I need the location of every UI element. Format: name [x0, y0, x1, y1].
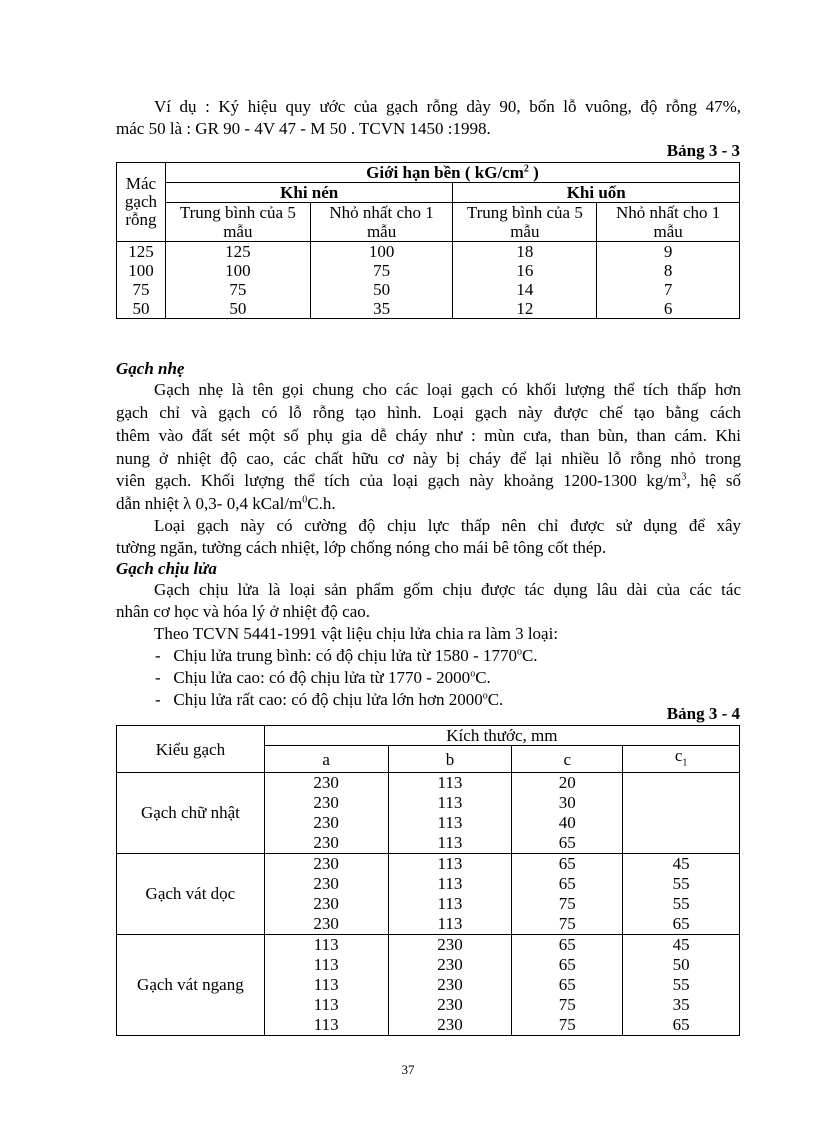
- table-row: 113 230 75 65: [117, 1015, 740, 1036]
- page-number: 37: [401, 1062, 415, 1077]
- table-3-4: [116, 725, 740, 1036]
- table-row: 125 125 100 18 9: [117, 242, 740, 262]
- subheader-c: c: [512, 746, 623, 773]
- table-row: 113 230 65 50: [117, 955, 740, 975]
- table-row: 230 113 65: [117, 833, 740, 854]
- gach-nhe-line-3: thêm vào đất sét một số phụ gia dễ cháy như : mùn cưa, than bùn, than cám. Khi: [116, 426, 741, 445]
- table-row: 113 230 75 35: [117, 995, 740, 1015]
- gach-nhe-para2-line-2: tường ngăn, tường cách nhiệt, lớp chống nóng cho mái bê tông cốt thép.: [116, 538, 607, 557]
- col-header-kieu-gach: Kiểu gạch: [117, 726, 265, 773]
- table-row: 100 100 75 16 8: [117, 261, 740, 280]
- gach-nhe-line-4: nung ở nhiệt độ cao, các chất hữu cơ này bị cháy để lại nhiều lỗ rỗng nhỏ trong: [116, 449, 741, 468]
- table-row: 230 113 40: [117, 813, 740, 833]
- subheader-nn-nen: Nhỏ nhất cho 1 mẫu: [310, 203, 453, 242]
- list-item: - Chịu lửa cao: có độ chịu lửa từ 1770 - 2000$^o$C.: [155, 668, 491, 687]
- table-row: 50 50 35 12 6: [117, 299, 740, 319]
- col-header-mac-gach-rong: Mác gạch rỗng: [117, 163, 166, 242]
- subheader-c1: $c_1$: [623, 746, 740, 773]
- subheader-nn-uon: Nhỏ nhất cho 1 mẫu: [597, 203, 740, 242]
- subheader-tb-nen: Trung bình của 5 mẫu: [165, 203, 310, 242]
- gach-nhe-line-6: dẫn nhiệt λ 0,3- 0,4 kCal/$m^0C.h$.: [116, 494, 336, 513]
- table-row: 113 230 65 55: [117, 975, 740, 995]
- intro-line-2: mác 50 là : GR 90 - 4V 47 - M 50 . TCVN 1450 :1998.: [116, 119, 491, 138]
- intro-line-1: Ví dụ : Ký hiệu quy ước của gạch rỗng dày 90, bốn lỗ vuông, độ rỗng 47%,: [154, 97, 741, 116]
- group-gach-vat-ngang: Gạch vát ngang: [117, 935, 265, 1036]
- gach-nhe-line-5: viên gạch. Khối lượng thể tích của loại gạch này khoảng 1200-1300 $kg/m^3$, hệ số: [116, 471, 741, 490]
- table-row: Gạch vát ngang 113 230 65 45: [117, 935, 740, 956]
- table-3-3: [116, 162, 740, 319]
- list-item: - Chịu lửa rất cao: có độ chịu lửa lớn hơn 2000$^o$C.: [155, 690, 504, 709]
- table-row: 230 113 75 65: [117, 914, 740, 935]
- table-row: 230 113 75 55: [117, 894, 740, 914]
- header-khi-uon: Khi uốn: [453, 183, 740, 203]
- group-gach-chu-nhat: Gạch chữ nhật: [117, 773, 265, 854]
- table-row: 230 113 65 55: [117, 874, 740, 894]
- table-row: 230 113 30: [117, 793, 740, 813]
- header-gioi-han-ben: Giới hạn bền ( $kG/cm^2$ ): [165, 163, 739, 183]
- list-item: - Chịu lửa trung bình: có độ chịu lửa từ 1580 - 1770$^o$C.: [155, 646, 538, 665]
- header-kich-thuoc: Kích thước, mm: [264, 726, 739, 746]
- table1-caption: Bảng 3 - 3: [666, 141, 740, 160]
- subheader-tb-uon: Trung bình của 5 mẫu: [453, 203, 597, 242]
- gach-chiu-lua-line-2: nhân cơ học và hóa lý ở nhiệt độ cao.: [116, 602, 371, 621]
- table-row: Gạch chữ nhật 230 113 20: [117, 773, 740, 794]
- gach-chiu-lua-para2: Theo TCVN 5441-1991 vật liệu chịu lửa chia ra làm 3 loại:: [154, 624, 559, 643]
- subheader-b: b: [388, 746, 512, 773]
- gach-chiu-lua-line-1: Gạch chịu lửa là loại sản phẩm gốm chịu được tác dụng lâu dài của các tác: [154, 580, 741, 599]
- gach-nhe-line-2: gạch chỉ và gạch có lỗ rỗng tạo hình. Loại gạch này được chế tạo bằng cách: [116, 403, 741, 422]
- table-row: 75 75 50 14 7: [117, 280, 740, 299]
- table-row: Gạch vát dọc 230 113 65 45: [117, 854, 740, 875]
- subheader-a: a: [264, 746, 388, 773]
- gach-nhe-para2-line-1: Loại gạch này có cường độ chịu lực thấp nên chỉ được sử dụng để xây: [154, 516, 741, 535]
- heading-gach-chiu-lua: Gạch chịu lửa: [116, 559, 217, 578]
- gach-nhe-line-1: Gạch nhẹ là tên gọi chung cho các loại gạch có khối lượng thể tích thấp hơn: [154, 380, 741, 399]
- header-khi-nen: Khi nén: [165, 183, 453, 203]
- heading-gach-nhe: Gạch nhẹ: [116, 359, 185, 378]
- table2-caption: Bảng 3 - 4: [666, 704, 740, 723]
- group-gach-vat-doc: Gạch vát dọc: [117, 854, 265, 935]
